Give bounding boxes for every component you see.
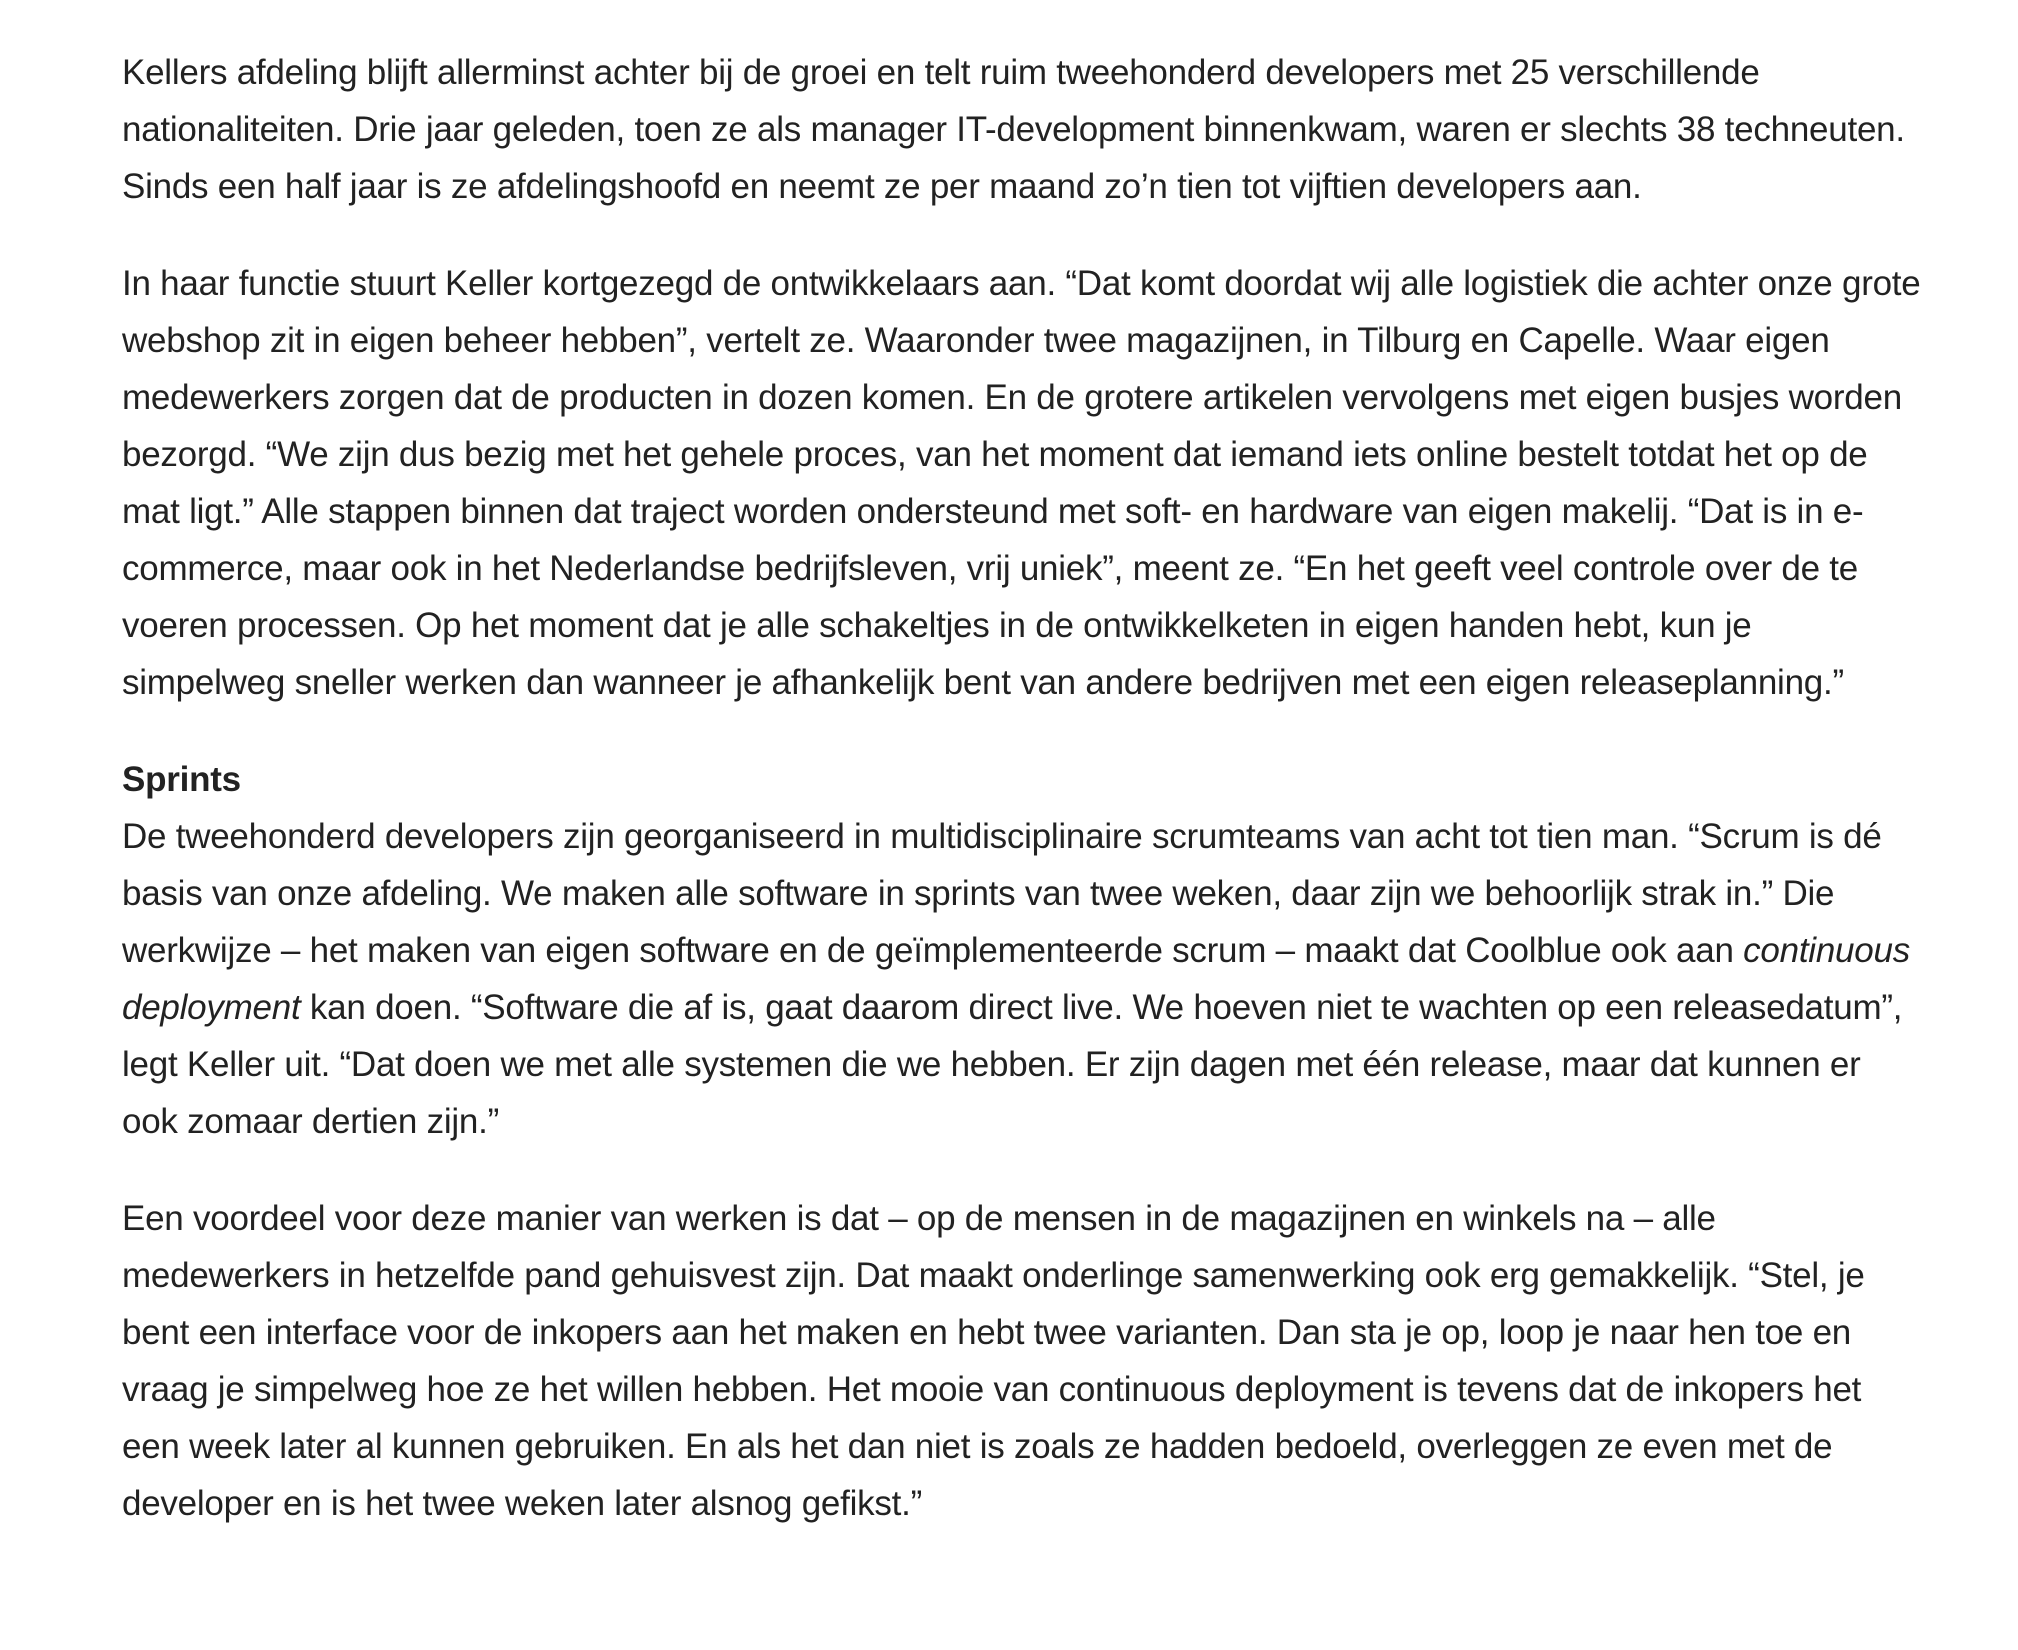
paragraph-role-logistics: In haar functie stuurt Keller kortgezegd de ontwikkelaars aan. “Dat komt doordat wij alle logistiek die achter onze grote webshop zit in eigen beheer hebben”, vertelt ze. Waaronder twee magazijnen, in Tilburg en Capelle. Waar eigen medewerkers zorgen dat de producten in dozen komen. En de grotere artikelen vervolgens met eigen busjes worden bezorgd. “We zijn dus bezig met het gehele proces, van het moment dat iemand iets online bestelt totdat het op de mat ligt.” Alle stappen binnen dat traject worden ondersteund met soft- en hardware van eigen makelij. “Dat is in e-commerce, maar ook in het Nederlandse bedrijfsleven, vrij uniek”, meent ze. “En het geeft veel controle over de te voeren processen. Op het moment dat je alle schakeltjes in de ontwikkelketen in eigen handen hebt, kun je simpelweg sneller werken dan wanneer je afhankelijk bent van andere bedrijven met een eigen releaseplanning.”	[122, 264, 1921, 702]
paragraph-collaboration: Een voordeel voor deze manier van werken is dat – op de mensen in de magazijnen en winkels na – alle medewerkers in hetzelfde pand gehuisvest zijn. Dat maakt onderlinge samenwerking ook erg gemakkelijk. “Stel, je bent een interface voor de inkopers aan het maken en hebt twee varianten. Dan sta je op, loop je naar hen toe en vraag je simpelweg hoe ze het willen hebben. Het mooie van continuous deployment is tevens dat de inkopers het een week later al kunnen gebruiken. En als het dan niet is zoals ze hadden bedoeld, overleggen ze even met de developer en is het twee weken later alsnog gefikst.”	[122, 1199, 1865, 1523]
paragraph-scrum-text-start: De tweehonderd developers zijn georganiseerd in multidisciplinaire scrumteams van acht tot tien man. “Scrum is dé basis van onze afdeling. We maken alle software in sprints van twee weken, daar zijn we behoorlijk strak in.” Die werkwijze – het maken van eigen software en de geïmplementeerde scrum – maakt dat Coolblue ook aan	[122, 817, 1882, 970]
paragraph-department-growth: Kellers afdeling blijft allerminst achter bij de groei en telt ruim tweehonderd developers met 25 verschillende nationaliteiten. Drie jaar geleden, toen ze als manager IT-development binnenkwam, waren er slechts 38 techneuten. Sinds een half jaar is ze afdelingshoofd en neemt ze per maand zo’n tien tot vijftien developers aan.	[122, 53, 1905, 206]
paragraph-scrum-teams	[122, 808, 1922, 1150]
emphasis-continuous-deployment: continuous deployment	[122, 931, 1910, 1027]
article-body	[122, 44, 1922, 1572]
section-heading-sprints: Sprints	[122, 760, 241, 799]
paragraph-scrum-text-end: kan doen. “Software die af is, gaat daarom direct live. We hoeven niet te wachten op een releasedatum”, legt Keller uit. “Dat doen we met alle systemen die we hebben. Er zijn dagen met één release, maar dat kunnen er ook zomaar dertien zijn.”	[122, 988, 1903, 1141]
